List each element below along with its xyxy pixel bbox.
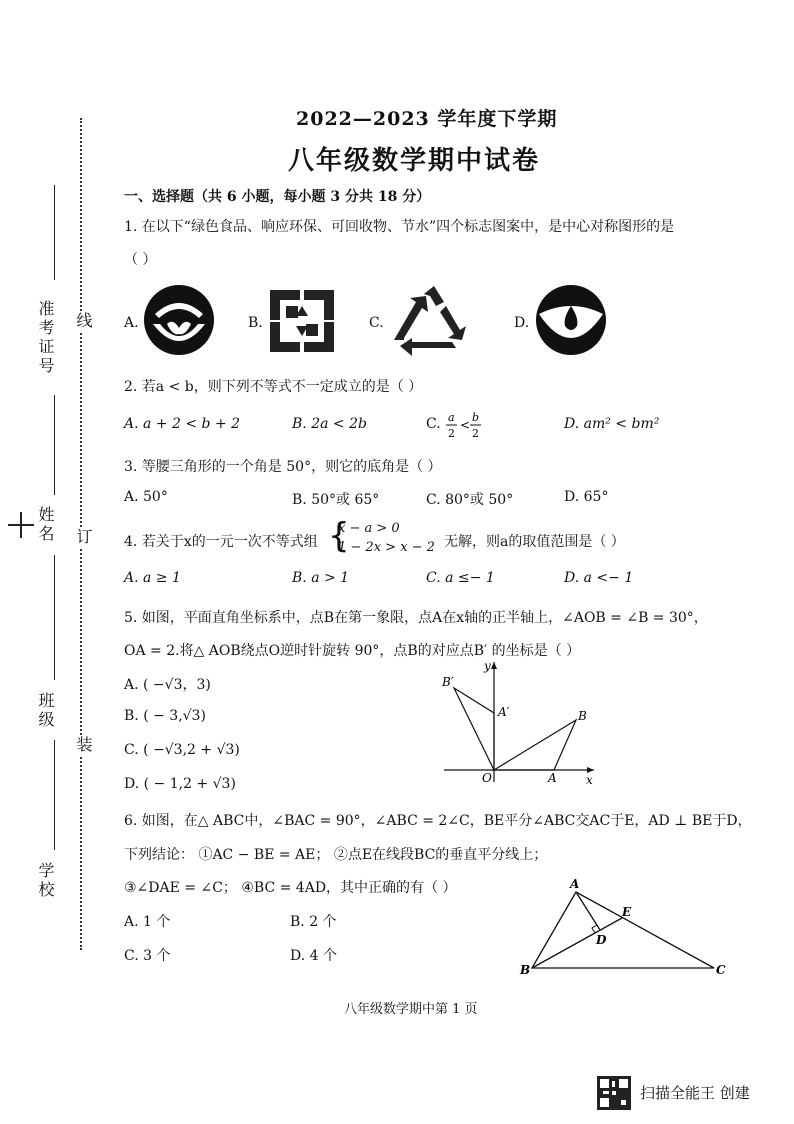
q5-option-c: C. ( −√3,2 + √3): [124, 742, 240, 758]
q4-text-post: 无解，则a的取值范围是（ ）: [444, 534, 625, 550]
q5-line2: OA = 2.将△ AOB绕点O逆时针旋转 90°，点B的对应点B′ 的坐标是（ ）: [124, 643, 581, 659]
water-saving-logo: [535, 284, 607, 356]
q6-line3: ③∠DAE = ∠C； ④BC = 4AD，其中正确的有（ ）: [124, 880, 457, 896]
q5-line1: 5. 如图，平面直角坐标系中，点B在第一象限，点A在x轴的正半轴上，∠AOB = ∠B = 30°，: [124, 610, 708, 626]
title-main: 八年级数学期中试卷: [288, 146, 541, 176]
q6-line2: 下列结论： ①AC − BE = AE； ②点E在线段BC的垂直平分线上；: [124, 847, 548, 863]
triangle-rotated: [454, 688, 494, 770]
q3-text: 3. 等腰三角形的一个角是 50°，则它的底角是（ ）: [124, 459, 442, 475]
point-a-label: A: [548, 771, 557, 785]
title-year: 2022—2023 学年度下学期: [296, 108, 558, 130]
y-axis-label: y: [484, 659, 491, 673]
school-label: 学校: [36, 862, 55, 900]
class-label: 班级: [36, 692, 55, 730]
q1-label-d: D.: [514, 315, 530, 331]
page-footer: 八年级数学期中第 1 页: [344, 1002, 478, 1017]
bisector-be: [532, 918, 622, 968]
name-label: 姓名: [36, 506, 55, 544]
perpendicular-ad: [576, 892, 600, 930]
triangle-aob: [494, 720, 576, 770]
q4-option-c: C. a ≤− 1: [426, 570, 495, 586]
q6-line1: 6. 如图，在△ ABC中，∠BAC = 90°，∠ABC = 2∠C，BE平分∠ABC交AC于E，AD ⊥ BE于D，: [124, 813, 752, 829]
binding-bind-char: 装: [74, 736, 93, 755]
q3-option-d: D. 65°: [564, 489, 609, 505]
class-underline: [54, 555, 55, 680]
q2-option-c-fractions: [444, 408, 484, 442]
point-b-label: B: [520, 963, 531, 977]
q6-option-c: C. 3 个: [124, 948, 171, 964]
point-a-prime-label: A′: [498, 705, 510, 719]
svg-text:2: 2: [448, 427, 455, 440]
binding-line-char: 线: [74, 312, 93, 331]
q2-text: 2. 若a < b，则下列不等式不一定成立的是（ ）: [124, 379, 423, 395]
binding-mark-vertical: [20, 512, 22, 538]
q1-label-b: B.: [248, 315, 263, 331]
q4-option-a: A. a ≥ 1: [124, 570, 181, 586]
q2-option-a: A. a + 2 < b + 2: [124, 416, 241, 432]
svg-text:a: a: [448, 411, 455, 424]
q5-option-b: B. ( − 3,√3): [124, 708, 206, 724]
q6-triangle-figure: [512, 876, 734, 980]
q6-option-d: D. 4 个: [290, 948, 337, 964]
point-d-label: D: [596, 933, 607, 947]
q1-label-c: C.: [369, 315, 384, 331]
scanner-watermark: 扫描全能王 创建: [640, 1084, 750, 1102]
q1-label-a: A.: [124, 315, 139, 331]
q1-blank: （ ）: [124, 252, 157, 268]
q6-option-b: B. 2 个: [290, 914, 337, 930]
q5-option-d: D. ( − 1,2 + √3): [124, 776, 236, 792]
point-c-label: C: [716, 963, 726, 977]
svg-text:2: 2: [472, 427, 479, 440]
point-a-label: A: [570, 877, 580, 891]
name-underline: [54, 395, 55, 495]
q3-option-b: B. 50°或 65°: [292, 492, 380, 508]
q4-brace: {: [328, 516, 350, 556]
recycle-logo: [390, 284, 476, 358]
exam-id-label: 准考证号: [36, 300, 55, 376]
svg-text:<: <: [460, 418, 471, 432]
qr-code-icon: [597, 1076, 631, 1110]
environment-logo: [268, 288, 336, 354]
q5-coordinate-figure: [436, 658, 606, 788]
school-underline: [54, 740, 55, 850]
q2-option-b: B. 2a < 2b: [292, 416, 367, 432]
q6-option-a: A. 1 个: [124, 914, 171, 930]
q3-option-c: C. 80°或 50°: [426, 492, 514, 508]
q5-option-a: A. ( −√3，3): [124, 677, 211, 693]
q2-option-c-label: C.: [426, 416, 441, 432]
q1-text: 1. 在以下“绿色食品、响应环保、可回收物、节水”四个标志图案中，是中心对称图形的是: [124, 219, 675, 235]
q3-option-a: A. 50°: [124, 489, 168, 505]
binding-staple-char: 订: [74, 528, 93, 547]
point-o-label: O: [482, 771, 492, 785]
q2-option-d: D. am² < bm²: [564, 416, 660, 432]
q4-inequality-2: 1 − 2x > x − 2: [338, 540, 435, 555]
exam-id-underline: [54, 185, 55, 280]
q4-option-b: B. a > 1: [292, 570, 350, 586]
x-axis-label: x: [586, 773, 593, 787]
point-b-prime-label: B′: [442, 675, 454, 689]
q4-text-pre: 4. 若关于x的一元一次不等式组: [124, 534, 318, 550]
point-b-label: B: [578, 709, 587, 723]
q4-option-d: D. a <− 1: [564, 570, 634, 586]
point-e-label: E: [622, 905, 632, 919]
triangle-abc: [532, 892, 714, 968]
svg-text:b: b: [472, 411, 480, 424]
green-food-logo: [143, 284, 215, 356]
q4-inequality-1: x − a > 0: [338, 521, 400, 536]
section-heading: 一、选择题（共 6 小题，每小题 3 分共 18 分）: [124, 189, 431, 205]
